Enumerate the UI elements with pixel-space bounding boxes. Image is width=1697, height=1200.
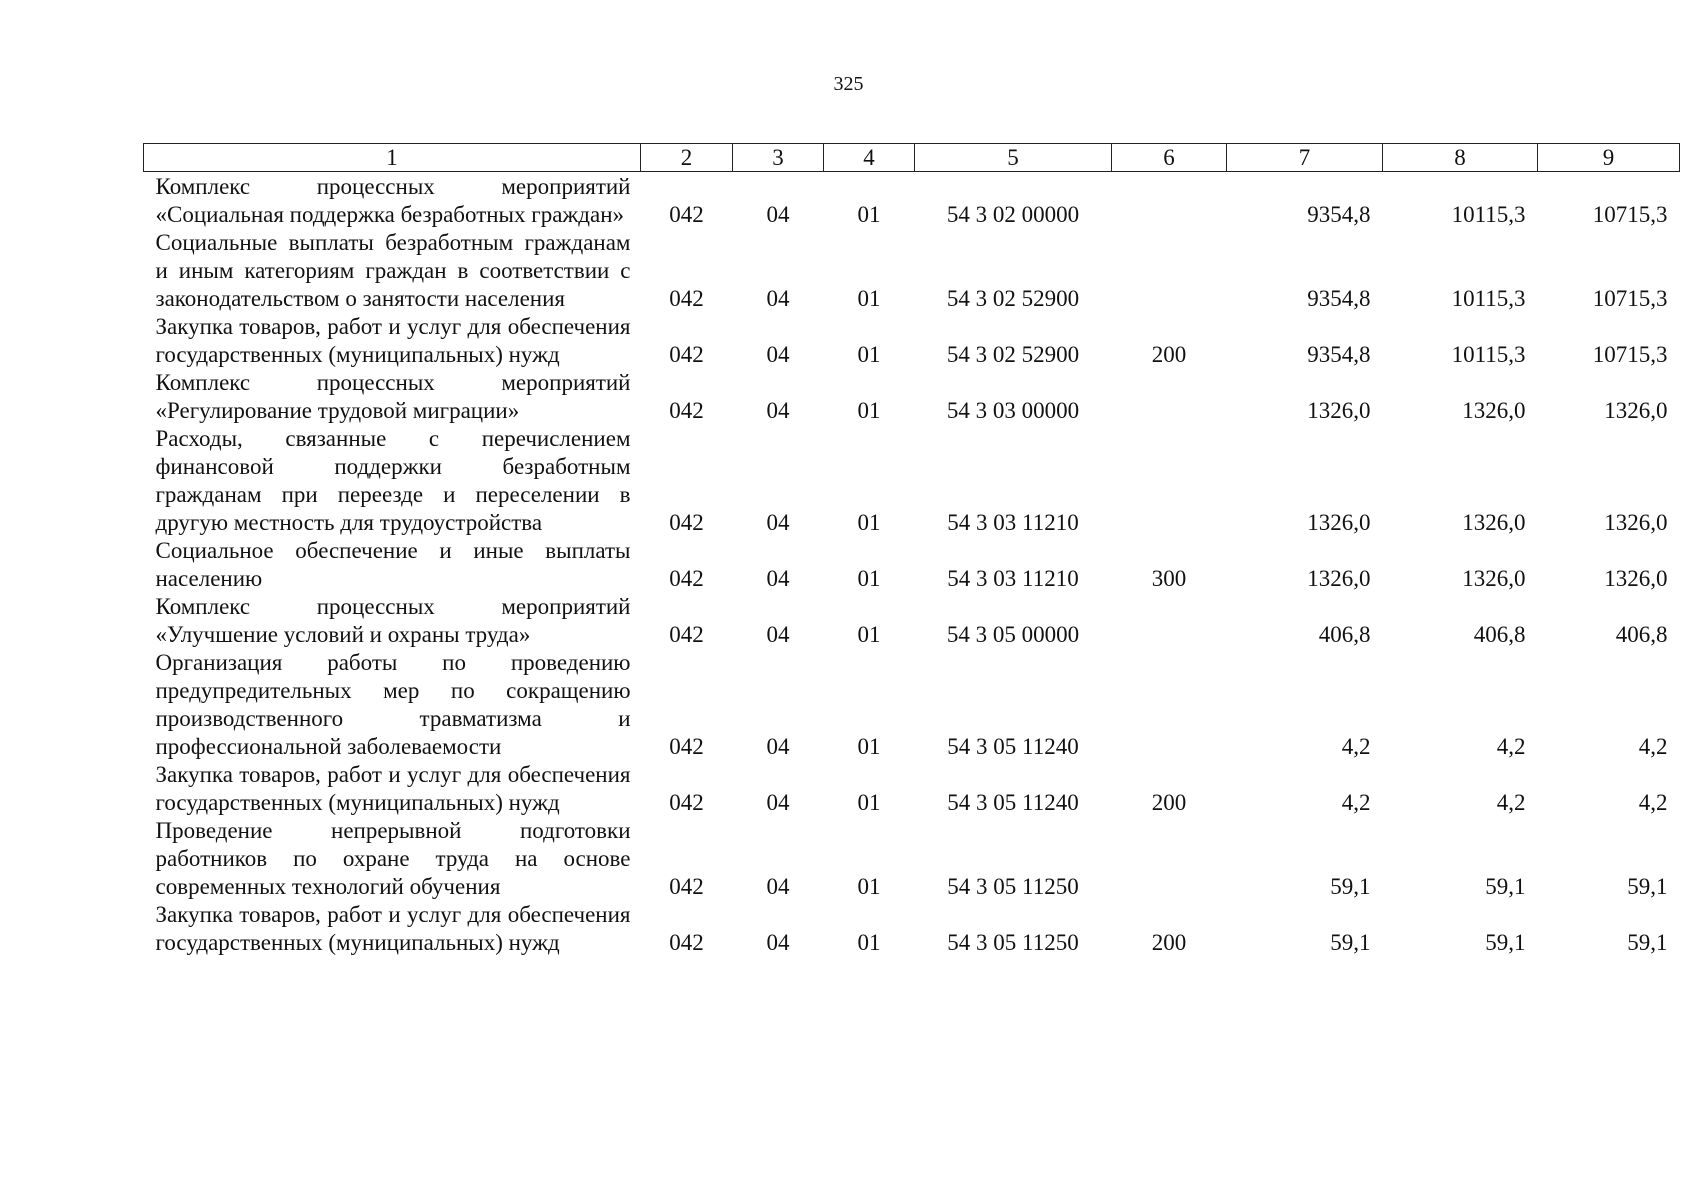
row-value-7: 1326,0 [1307, 566, 1371, 591]
row-value-7: 9354,8 [1307, 202, 1371, 227]
row-value-9: 4,2 [1638, 734, 1668, 759]
row-code-4: 01 [857, 874, 881, 899]
row-code-3: 04 [766, 342, 790, 367]
row-code-6 [1112, 649, 1227, 761]
row-code-5: 54 3 03 11210 [947, 566, 1079, 591]
row-value-9: 1326,0 [1604, 510, 1668, 535]
row-code-2: 042 [669, 398, 704, 423]
row-name: Закупка товаров, работ и услуг для обеспечения государственных (муниципальных) нужд [155, 762, 631, 815]
row-code-3: 04 [766, 622, 790, 647]
table-row [144, 229, 1680, 313]
row-code-6 [1112, 817, 1227, 901]
row-value-7: 1326,0 [1307, 510, 1371, 535]
row-name: Комплекс процессных мероприятий «Улучшение условий и охраны труда» [155, 594, 631, 647]
row-name: Социальные выплаты безработным гражданам и иным категориям граждан в соответствии с законодательством о занятости населения [155, 230, 631, 311]
row-code-2: 042 [669, 790, 704, 815]
header-col-1: 1 [144, 144, 641, 172]
table-row [144, 537, 1680, 593]
row-code-2: 042 [669, 622, 704, 647]
budget-table [143, 143, 1680, 957]
row-code-6 [1112, 172, 1227, 230]
row-value-8: 59,1 [1485, 930, 1526, 955]
row-code-2: 042 [669, 930, 704, 955]
row-code-3: 04 [766, 510, 790, 535]
row-code-2: 042 [669, 342, 704, 367]
row-code-4: 01 [857, 202, 881, 227]
row-value-7: 59,1 [1330, 930, 1371, 955]
row-code-3: 04 [766, 790, 790, 815]
row-value-7: 406,8 [1318, 622, 1371, 647]
row-name: Социальное обеспечение и иные выплаты населению [155, 538, 631, 591]
row-code-4: 01 [857, 734, 881, 759]
row-code-2: 042 [669, 734, 704, 759]
table-row [144, 593, 1680, 649]
row-code-3: 04 [766, 398, 790, 423]
row-code-6: 200 [1151, 790, 1187, 815]
header-col-4: 4 [824, 144, 915, 172]
header-row [144, 144, 1680, 172]
row-value-7: 4,2 [1341, 734, 1371, 759]
header-col-2: 2 [641, 144, 733, 172]
row-value-9: 59,1 [1627, 874, 1668, 899]
row-value-9: 10715,3 [1592, 286, 1668, 311]
row-code-3: 04 [766, 286, 790, 311]
header-col-3: 3 [733, 144, 824, 172]
row-value-7: 9354,8 [1307, 342, 1371, 367]
row-value-8: 4,2 [1496, 790, 1526, 815]
header-col-5: 5 [915, 144, 1112, 172]
row-code-4: 01 [857, 398, 881, 423]
row-name: Закупка товаров, работ и услуг для обеспечения государственных (муниципальных) нужд [155, 902, 631, 955]
row-value-9: 406,8 [1615, 622, 1668, 647]
row-value-9: 1326,0 [1604, 566, 1668, 591]
row-code-6 [1112, 593, 1227, 649]
row-value-8: 1326,0 [1462, 398, 1526, 423]
row-code-3: 04 [766, 202, 790, 227]
table-header [144, 144, 1680, 172]
table-row [144, 649, 1680, 761]
row-code-6: 300 [1151, 566, 1187, 591]
row-code-3: 04 [766, 566, 790, 591]
row-value-9: 10715,3 [1592, 202, 1668, 227]
row-code-4: 01 [857, 566, 881, 591]
row-value-8: 10115,3 [1451, 286, 1526, 311]
row-value-8: 10115,3 [1451, 202, 1526, 227]
row-code-3: 04 [766, 734, 790, 759]
row-name: Организация работы по проведению предупредительных мер по сокращению производственного травматизма и профессиональной заболеваемости [155, 650, 631, 759]
row-code-5: 54 3 05 11250 [947, 874, 1079, 899]
row-value-8: 10115,3 [1451, 342, 1526, 367]
row-code-4: 01 [857, 790, 881, 815]
row-value-8: 59,1 [1485, 874, 1526, 899]
row-value-8: 1326,0 [1462, 566, 1526, 591]
row-value-9: 10715,3 [1592, 342, 1668, 367]
row-value-7: 59,1 [1330, 874, 1371, 899]
table-row [144, 172, 1680, 230]
row-code-2: 042 [669, 510, 704, 535]
row-value-7: 1326,0 [1307, 398, 1371, 423]
row-value-9: 1326,0 [1604, 398, 1668, 423]
row-value-7: 9354,8 [1307, 286, 1371, 311]
row-code-5: 54 3 03 11210 [947, 510, 1079, 535]
row-value-9: 4,2 [1638, 790, 1668, 815]
row-value-8: 406,8 [1473, 622, 1526, 647]
table-row [144, 901, 1680, 957]
row-name: Комплекс процессных мероприятий «Регулирование трудовой миграции» [155, 370, 631, 423]
header-col-8: 8 [1383, 144, 1538, 172]
row-code-5: 54 3 05 11250 [947, 930, 1079, 955]
row-code-2: 042 [669, 286, 704, 311]
row-code-6: 200 [1151, 342, 1187, 367]
row-code-2: 042 [669, 202, 704, 227]
row-name: Комплекс процессных мероприятий «Социальная поддержка безработных граждан» [155, 174, 631, 227]
table-row [144, 369, 1680, 425]
row-code-3: 04 [766, 874, 790, 899]
row-code-4: 01 [857, 930, 881, 955]
header-col-7: 7 [1227, 144, 1383, 172]
row-code-6 [1112, 425, 1227, 537]
header-col-9: 9 [1538, 144, 1680, 172]
row-code-5: 54 3 02 00000 [946, 202, 1080, 227]
row-code-6 [1112, 229, 1227, 313]
row-code-4: 01 [857, 510, 881, 535]
row-name: Проведение непрерывной подготовки работников по охране труда на основе современных технологий обучения [155, 818, 631, 899]
row-name: Закупка товаров, работ и услуг для обеспечения государственных (муниципальных) нужд [155, 314, 631, 367]
row-code-5: 54 3 05 11240 [947, 734, 1079, 759]
row-code-6: 200 [1151, 930, 1187, 955]
table-body [144, 172, 1680, 958]
header-col-6: 6 [1112, 144, 1227, 172]
row-value-9: 59,1 [1627, 930, 1668, 955]
row-code-5: 54 3 05 11240 [947, 790, 1079, 815]
row-code-2: 042 [669, 874, 704, 899]
row-code-2: 042 [669, 566, 704, 591]
row-code-4: 01 [857, 342, 881, 367]
row-value-7: 4,2 [1341, 790, 1371, 815]
table-row [144, 313, 1680, 369]
row-code-5: 54 3 02 52900 [946, 286, 1080, 311]
page-number: 325 [833, 73, 864, 95]
row-code-4: 01 [857, 286, 881, 311]
row-name: Расходы, связанные с перечислением финансовой поддержки безработным гражданам при переезде и переселении в другую местность для трудоустройства [155, 426, 631, 535]
table-row [144, 817, 1680, 901]
row-code-5: 54 3 02 52900 [946, 342, 1080, 367]
row-value-8: 4,2 [1496, 734, 1526, 759]
table-row [144, 761, 1680, 817]
row-code-6 [1112, 369, 1227, 425]
row-code-5: 54 3 03 00000 [946, 398, 1080, 423]
row-code-5: 54 3 05 00000 [946, 622, 1080, 647]
row-code-3: 04 [766, 930, 790, 955]
row-code-4: 01 [857, 622, 881, 647]
row-value-8: 1326,0 [1462, 510, 1526, 535]
table-row [144, 425, 1680, 537]
